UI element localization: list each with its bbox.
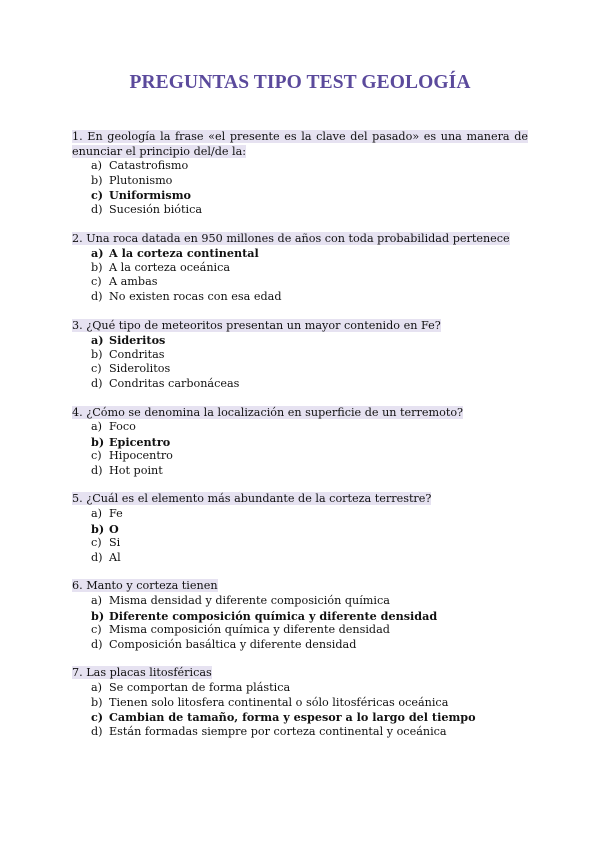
option-list — [72, 159, 528, 217]
option-letter: d) — [91, 637, 103, 651]
question-list — [72, 130, 528, 753]
option-text: Están formadas siempre por corteza continental y oceánica — [109, 724, 447, 738]
option-text: No existen rocas con esa edad — [109, 289, 282, 303]
option-text: Si — [109, 536, 121, 550]
option — [91, 377, 528, 392]
option-correct — [91, 609, 528, 624]
option — [91, 623, 528, 638]
option-letter: d) — [91, 376, 103, 390]
option-text: Hot point — [109, 463, 163, 477]
option-letter: a) — [91, 333, 104, 348]
option-text: Se comportan de forma plástica — [109, 681, 291, 694]
option-text: Catastrofismo — [109, 159, 189, 173]
question-text — [72, 232, 528, 247]
option-text: Condritas — [109, 347, 165, 361]
question-text — [72, 492, 528, 507]
option-letter: b) — [91, 347, 103, 361]
option-text: Sucesión biótica — [109, 202, 203, 216]
option-letter: a) — [91, 246, 104, 261]
option-letter: d) — [91, 202, 103, 216]
option-letter: b) — [91, 434, 105, 449]
option-list — [72, 507, 528, 565]
option — [91, 420, 528, 435]
option-text: Hipocentro — [109, 449, 173, 463]
option-text: Al — [109, 550, 121, 564]
option-letter: c) — [91, 362, 102, 376]
question-1 — [72, 130, 528, 218]
option — [91, 594, 528, 609]
option-list — [72, 681, 528, 739]
option-letter: a) — [91, 420, 103, 434]
option-list — [72, 594, 528, 652]
option — [91, 464, 528, 479]
option — [91, 174, 528, 189]
option-letter: c) — [91, 275, 102, 289]
option-letter: b) — [91, 521, 105, 536]
option-text: Misma densidad y diferente composición química — [109, 594, 390, 608]
option — [91, 638, 528, 653]
option-text: Foco — [109, 420, 136, 434]
option-list — [72, 246, 528, 304]
option — [91, 551, 528, 566]
question-6 — [72, 579, 528, 652]
question-text-highlight: 7. Las placas litosféricas — [72, 666, 212, 680]
question-7 — [72, 666, 528, 739]
option-text: A ambas — [109, 275, 158, 289]
option — [91, 507, 528, 522]
option-letter: d) — [91, 724, 103, 738]
question-text-highlight: 6. Manto y corteza tienen — [72, 579, 218, 593]
option — [91, 696, 528, 711]
option-text: A la corteza oceánica — [109, 260, 231, 274]
option — [91, 290, 528, 305]
option-correct — [91, 522, 528, 537]
option-correct — [91, 435, 528, 450]
question-text — [72, 666, 528, 681]
option-text: Misma composición química y diferente densidad — [109, 623, 390, 637]
question-text — [72, 406, 528, 421]
option-text: Tienen solo litosfera continental o sólo litosféricas oceánica — [109, 695, 449, 709]
option — [91, 203, 528, 218]
option-text: Fe — [109, 507, 123, 521]
option-letter: c) — [91, 623, 102, 637]
option-letter: d) — [91, 550, 103, 564]
option-text: Epicentro — [109, 434, 171, 449]
option-letter: d) — [91, 289, 103, 303]
option-letter: b) — [91, 695, 103, 709]
option — [91, 275, 528, 290]
option-text: Siderolitos — [109, 362, 171, 376]
option-correct — [91, 710, 528, 725]
option-letter: a) — [91, 681, 103, 694]
question-5 — [72, 492, 528, 565]
option-text: Diferente composición química y diferente densidad — [109, 608, 438, 623]
question-3 — [72, 319, 528, 392]
option — [91, 362, 528, 377]
option-correct — [91, 246, 528, 261]
option — [91, 261, 528, 276]
option — [91, 449, 528, 464]
question-text-highlight: 1. En geología la frase «el presente es la clave del pasado» es una manera de enunciar el principio del/de la: — [72, 130, 528, 158]
option — [91, 348, 528, 363]
question-text-highlight: 4. ¿Cómo se denomina la localización en superficie de un terremoto? — [72, 405, 464, 419]
option-list — [72, 420, 528, 478]
option-letter: a) — [91, 159, 103, 173]
option-text: Sideritos — [109, 333, 166, 348]
option-letter: c) — [91, 710, 104, 725]
question-text — [72, 130, 528, 159]
option-letter: d) — [91, 463, 103, 477]
option-text: Condritas carbonáceas — [109, 376, 240, 390]
option-letter: b) — [91, 260, 103, 274]
option-letter: c) — [91, 188, 104, 203]
option-letter: a) — [91, 507, 103, 521]
option-letter: b) — [91, 608, 105, 623]
option-text: Cambian de tamaño, forma y espesor a lo largo del tiempo — [109, 710, 476, 725]
question-text-highlight: 3. ¿Qué tipo de meteoritos presentan un mayor contenido en Fe? — [72, 318, 441, 332]
option-text: Uniformismo — [109, 188, 191, 203]
question-text-highlight: 2. Una roca datada en 950 millones de años con toda probabilidad pertenece — [72, 231, 510, 245]
option — [91, 536, 528, 551]
question-text-highlight: 5. ¿Cuál es el elemento más abundante de la corteza terrestre? — [72, 492, 432, 506]
question-text — [72, 579, 528, 594]
option — [91, 159, 528, 174]
option — [91, 725, 528, 740]
option-text: Composición basáltica y diferente densidad — [109, 637, 357, 651]
page-title: PREGUNTAS TIPO TEST GEOLOGÍA — [129, 72, 471, 93]
option-letter: b) — [91, 173, 103, 187]
option-letter: c) — [91, 449, 102, 463]
option-text: A la corteza continental — [109, 246, 259, 261]
option-text: O — [109, 521, 119, 536]
question-text — [72, 319, 528, 334]
option-letter: a) — [91, 594, 103, 608]
question-4 — [72, 406, 528, 479]
option-letter: c) — [91, 536, 102, 550]
option-text: Plutonismo — [109, 173, 173, 187]
option-correct — [91, 333, 528, 348]
option — [91, 681, 528, 696]
option-correct — [91, 188, 528, 203]
option-list — [72, 333, 528, 391]
question-2 — [72, 232, 528, 305]
